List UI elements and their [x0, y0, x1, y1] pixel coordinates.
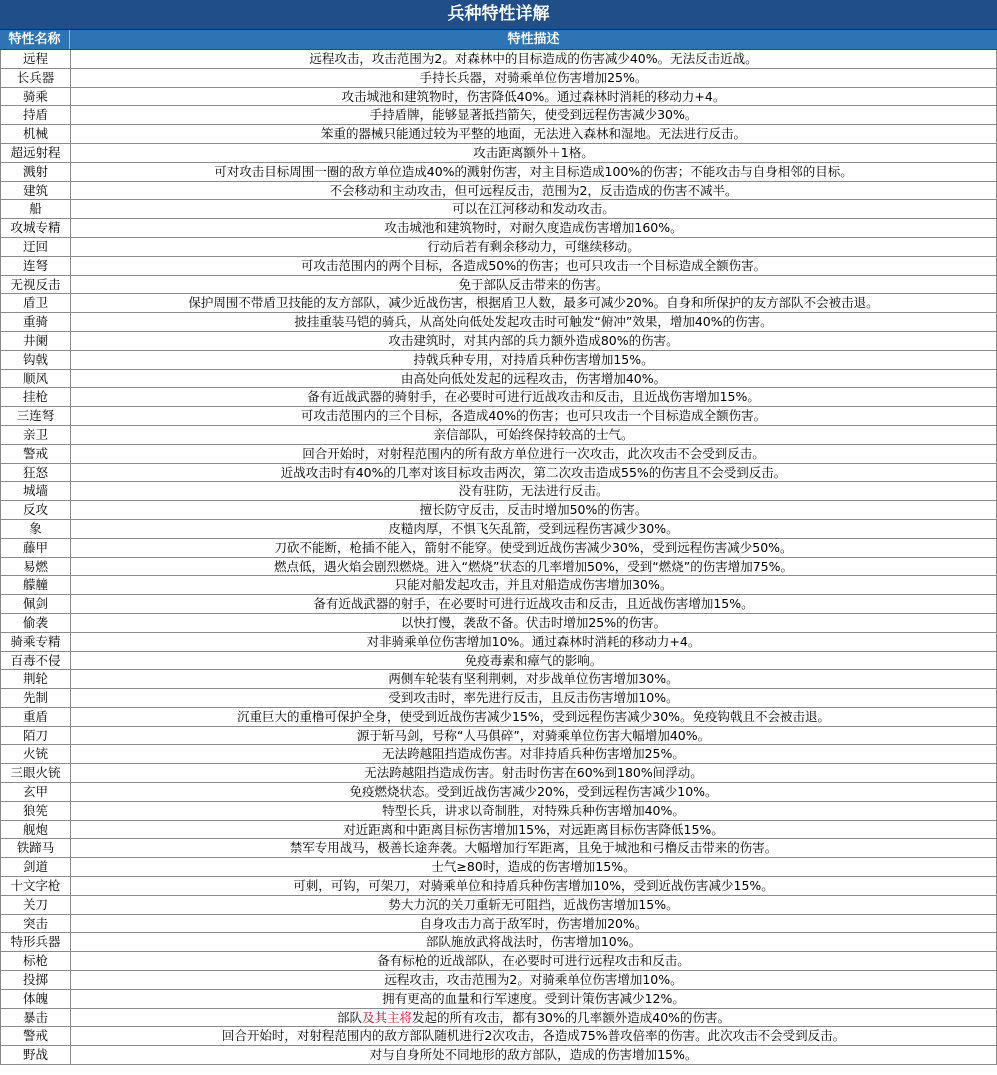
- trait-description-cell: 保护周围不带盾卫技能的友方部队，减少近战伤害，根据盾卫人数，最多可减少20%。自身和所保护的友方部队不会被击退。: [71, 294, 997, 312]
- table-row: [1, 106, 997, 125]
- trait-name-cell: 陌刀: [1, 727, 71, 745]
- table-row: [1, 614, 997, 633]
- trait-description-cell: 无法跨越阻挡造成伤害。对非持盾兵种伤害增加25%。: [71, 745, 997, 763]
- trait-name-cell: 三眼火铳: [1, 764, 71, 782]
- trait-name-cell: 艨艟: [1, 576, 71, 594]
- trait-name-cell: 挂枪: [1, 388, 71, 406]
- trait-name-cell: 攻城专精: [1, 219, 71, 237]
- trait-name-cell: 剑道: [1, 858, 71, 876]
- trait-description-cell: 沉重巨大的重橹可保护全身，使受到近战伤害减少15%，受到远程伤害减少30%。免疫钩戟且不会被击退。: [71, 708, 997, 726]
- trait-name-cell: 荆轮: [1, 670, 71, 688]
- table-row: [1, 708, 997, 727]
- trait-description-cell: 披挂重装马铠的骑兵，从高处向低处发起攻击时可触发“俯冲”效果，增加40%的伤害。: [71, 313, 997, 331]
- trait-description-cell: 擅长防守反击，反击时增加50%的伤害。: [71, 501, 997, 519]
- trait-description-cell: 攻击城池和建筑物时，对耐久度造成伤害增加160%。: [71, 219, 997, 237]
- trait-name-cell: 钩戟: [1, 351, 71, 369]
- trait-description-cell: 手持长兵器，对骑乘单位伤害增加25%。: [71, 69, 997, 87]
- trait-description-cell: 远程攻击，攻击范围为2。对森林中的目标造成的伤害减少40%。无法反击近战。: [71, 50, 997, 68]
- trait-description-cell: 远程攻击，攻击范围为2。对骑乘单位伤害增加10%。: [71, 971, 997, 989]
- trait-description-cell: 备有近战武器的射手，在必要时可进行近战攻击和反击，且近战伤害增加15%。: [71, 595, 997, 613]
- trait-name-cell: 三连弩: [1, 407, 71, 425]
- trait-description-cell: 可以在江河移动和发动攻击。: [71, 200, 997, 218]
- trait-name-cell: 狂怒: [1, 464, 71, 482]
- trait-name-cell: 迂回: [1, 238, 71, 256]
- trait-name-cell: 超远射程: [1, 144, 71, 162]
- table-row: [1, 388, 997, 407]
- trait-name-cell: 顺风: [1, 370, 71, 388]
- trait-description-cell: 对近距离和中距离目标伤害增加15%，对远距离目标伤害降低15%。: [71, 821, 997, 839]
- table-row: [1, 858, 997, 877]
- table-row: [1, 745, 997, 764]
- header-trait-description: 特性描述: [507, 32, 560, 47]
- trait-description-cell: 可对攻击目标周围一圈的敌方单位造成40%的溅射伤害，对主目标造成100%的伤害；不能攻击与自身相邻的目标。: [71, 163, 997, 181]
- trait-description-cell: 可刺，可钩，可架刀，对骑乘单位和持盾兵种伤害增加10%，受到近战伤害减少15%。: [71, 877, 997, 895]
- table-row: [1, 595, 997, 614]
- trait-name-cell: 城墙: [1, 482, 71, 500]
- trait-description-cell: 攻击距离额外＋1格。: [71, 144, 997, 162]
- table-row: [1, 670, 997, 689]
- table-row: [1, 802, 997, 821]
- table-row: [1, 125, 997, 144]
- trait-description-cell: 势大力沉的关刀重斩无可阻挡，近战伤害增加15%。: [71, 896, 997, 914]
- table-row: [1, 163, 997, 182]
- trait-name-cell: 十文字枪: [1, 877, 71, 895]
- table-row: [1, 652, 997, 671]
- table-row: [1, 182, 997, 201]
- trait-name-cell: 骑乘: [1, 88, 71, 106]
- trait-name-cell: 警戒: [1, 1027, 71, 1045]
- trait-name-cell: 关刀: [1, 896, 71, 914]
- table-row: [1, 426, 997, 445]
- trait-name-cell: 船: [1, 200, 71, 218]
- table-header-row: [0, 30, 997, 50]
- trait-name-cell: 骑乘专精: [1, 633, 71, 651]
- table-title: 兵种特性详解: [0, 0, 997, 30]
- trait-description-cell: 攻击建筑时，对其内部的兵力额外造成80%的伤害。: [71, 332, 997, 350]
- trait-description-cell: 以快打慢，袭敌不备。伏击时增加25%的伤害。: [71, 614, 997, 632]
- table-row: [1, 501, 997, 520]
- trait-name-cell: 特形兵器: [1, 933, 71, 951]
- trait-name-cell: 井阑: [1, 332, 71, 350]
- table-row: [1, 69, 997, 88]
- trait-description-cell: [71, 1009, 997, 1027]
- trait-name-cell: 盾卫: [1, 294, 71, 312]
- trait-description-cell: 禁军专用战马，极善长途奔袭。大幅增加行军距离，且免于城池和弓橹反击带来的伤害。: [71, 839, 997, 857]
- table-row: [1, 407, 997, 426]
- trait-name-cell: 铁蹄马: [1, 839, 71, 857]
- trait-name-cell: 亲卫: [1, 426, 71, 444]
- table-row: [1, 294, 997, 313]
- trait-description-cell: 自身攻击力高于敌军时，伤害增加20%。: [71, 915, 997, 933]
- trait-name-cell: 象: [1, 520, 71, 538]
- trait-name-cell: 偷袭: [1, 614, 71, 632]
- trait-name-cell: 佩剑: [1, 595, 71, 613]
- trait-name-cell: 建筑: [1, 182, 71, 200]
- trait-description-cell: 亲信部队，可始终保持较高的士气。: [71, 426, 997, 444]
- trait-description-cell: 备有标枪的近战部队，在必要时可进行远程攻击和反击。: [71, 952, 997, 970]
- table-row: [1, 88, 997, 107]
- table-body: [0, 50, 997, 1065]
- trait-description-cell: 刀砍不能断，枪插不能入，箭射不能穿。使受到近战伤害减少30%，受到远程伤害减少50%。: [71, 539, 997, 557]
- trait-description-cell: 可攻击范围内的三个目标，各造成40%的伤害；也可只攻击一个目标造成全额伤害。: [71, 407, 997, 425]
- trait-description-cell: 持戟兵种专用，对持盾兵种伤害增加15%。: [71, 351, 997, 369]
- table-row: [1, 1027, 997, 1046]
- trait-description-cell: 攻击城池和建筑物时，伤害降低40%。通过森林时消耗的移动力+4。: [71, 88, 997, 106]
- trait-description-cell: 回合开始时，对射程范围内的敌方部队随机进行2次攻击，各造成75%普攻倍率的伤害。此次攻击不会受到反击。: [71, 1027, 997, 1045]
- table-row: [1, 50, 997, 69]
- trait-name-cell: 机械: [1, 125, 71, 143]
- trait-name-cell: 百毒不侵: [1, 652, 71, 670]
- trait-description-cell: 由高处向低处发起的远程攻击，伤害增加40%。: [71, 370, 997, 388]
- table-row: [1, 332, 997, 351]
- trait-description-cell: 笨重的器械只能通过较为平整的地面，无法进入森林和湿地。无法进行反击。: [71, 125, 997, 143]
- trait-description-cell: 回合开始时，对射程范围内的所有敌方单位进行一次攻击，此次攻击不会受到反击。: [71, 445, 997, 463]
- trait-description-cell: 受到攻击时，率先进行反击，且反击伤害增加10%。: [71, 689, 997, 707]
- trait-name-cell: 火铳: [1, 745, 71, 763]
- table-row: [1, 727, 997, 746]
- trait-description-cell: 不会移动和主动攻击，但可远程反击，范围为2，反击造成的伤害不减半。: [71, 182, 997, 200]
- table-row: [1, 933, 997, 952]
- table-row: [1, 558, 997, 577]
- trait-description-cell: 部队施放武将战法时，伤害增加10%。: [71, 933, 997, 951]
- trait-description-cell: 备有近战武器的骑射手，在必要时可进行近战攻击和反击，且近战伤害增加15%。: [71, 388, 997, 406]
- table-row: [1, 539, 997, 558]
- table-row: [1, 520, 997, 539]
- trait-description-cell: 无法跨越阻挡造成伤害。射击时伤害在60%到180%间浮动。: [71, 764, 997, 782]
- table-row: [1, 482, 997, 501]
- trait-name-cell: 野战: [1, 1046, 71, 1064]
- table-row: [1, 896, 997, 915]
- trait-name-cell: 舰炮: [1, 821, 71, 839]
- highlighted-text: 及其主将: [361, 1009, 412, 1025]
- trait-name-cell: 无视反击: [1, 276, 71, 294]
- table-row: [1, 238, 997, 257]
- trait-name-cell: 狼筅: [1, 802, 71, 820]
- table-row: [1, 313, 997, 332]
- header-trait-name: 特性名称: [0, 30, 70, 49]
- trait-name-cell: 反攻: [1, 501, 71, 519]
- trait-description-cell: 特型长兵，讲求以奇制胜，对特殊兵种伤害增加40%。: [71, 802, 997, 820]
- table-row: [1, 990, 997, 1009]
- description-text: 部队: [336, 1009, 362, 1025]
- table-row: [1, 783, 997, 802]
- trait-description-cell: 皮糙肉厚，不惧飞矢乱箭，受到远程伤害减少30%。: [71, 520, 997, 538]
- table-row: [1, 464, 997, 483]
- trait-description-cell: 燃点低，遇火焰会剧烈燃烧。进入“燃烧”状态的几率增加50%，受到“燃烧”的伤害增加75%。: [71, 558, 997, 576]
- table-row: [1, 1009, 997, 1028]
- table-row: [1, 351, 997, 370]
- table-row: [1, 200, 997, 219]
- trait-description-cell: 两侧车轮装有坚利荆刺，对步战单位伤害增加30%。: [71, 670, 997, 688]
- trait-description-cell: 免疫毒素和瘴气的影响。: [71, 652, 997, 670]
- trait-description-cell: 只能对船发起攻击，并且对船造成伤害增加30%。: [71, 576, 997, 594]
- trait-description-cell: 源于斩马剑，号称“人马俱碎”，对骑乘单位伤害大幅增加40%。: [71, 727, 997, 745]
- trait-description-cell: 免疫燃烧状态。受到近战伤害减少20%，受到远程伤害减少10%。: [71, 783, 997, 801]
- table-row: [1, 821, 997, 840]
- trait-name-cell: 体魄: [1, 990, 71, 1008]
- trait-name-cell: 玄甲: [1, 783, 71, 801]
- table-row: [1, 445, 997, 464]
- table-row: [1, 839, 997, 858]
- trait-description-cell: 免于部队反击带来的伤害。: [71, 276, 997, 294]
- table-row: [1, 689, 997, 708]
- table-row: [1, 952, 997, 971]
- table-row: [1, 877, 997, 896]
- trait-description-cell: 可攻击范围内的两个目标，各造成50%的伤害；也可只攻击一个目标造成全额伤害。: [71, 257, 997, 275]
- trait-name-cell: 突击: [1, 915, 71, 933]
- table-row: [1, 633, 997, 652]
- trait-description-cell: 行动后若有剩余移动力，可继续移动。: [71, 238, 997, 256]
- trait-description-cell: 对非骑乘单位伤害增加10%。通过森林时消耗的移动力+4。: [71, 633, 997, 651]
- table-row: [1, 971, 997, 990]
- table-row: [1, 144, 997, 163]
- trait-name-cell: 投掷: [1, 971, 71, 989]
- trait-name-cell: 暴击: [1, 1009, 71, 1027]
- trait-name-cell: 先制: [1, 689, 71, 707]
- trait-description-cell: 近战攻击时有40%的几率对该目标攻击两次，第二次攻击造成55%的伤害且不会受到反击。: [71, 464, 997, 482]
- table-row: [1, 764, 997, 783]
- trait-name-cell: 易燃: [1, 558, 71, 576]
- trait-name-cell: 长兵器: [1, 69, 71, 87]
- table-row: [1, 257, 997, 276]
- trait-name-cell: 标枪: [1, 952, 71, 970]
- table-row: [1, 219, 997, 238]
- trait-name-cell: 重骑: [1, 313, 71, 331]
- trait-description-cell: 对与自身所处不同地形的敌方部队，造成的伤害增加15%。: [71, 1046, 997, 1064]
- trait-name-cell: 警戒: [1, 445, 71, 463]
- table-row: [1, 370, 997, 389]
- table-row: [1, 915, 997, 934]
- table-row: [1, 276, 997, 295]
- trait-description-cell: 士气≥80时，造成的伤害增加15%。: [71, 858, 997, 876]
- trait-name-cell: 溅射: [1, 163, 71, 181]
- trait-description-cell: 没有驻防，无法进行反击。: [71, 482, 997, 500]
- table-row: [1, 576, 997, 595]
- table-row: [1, 1046, 997, 1065]
- trait-name-cell: 藤甲: [1, 539, 71, 557]
- trait-name-cell: 连弩: [1, 257, 71, 275]
- trait-name-cell: 重盾: [1, 708, 71, 726]
- trait-name-cell: 远程: [1, 50, 71, 68]
- trait-description-cell: 拥有更高的血量和行军速度。受到计策伤害减少12%。: [71, 990, 997, 1008]
- trait-description-cell: 手持盾牌，能够显著抵挡箭矢，使受到远程伤害减少30%。: [71, 106, 997, 124]
- description-text: 发起的所有攻击，都有30%的几率额外造成40%的伤害。: [411, 1009, 731, 1025]
- trait-name-cell: 持盾: [1, 106, 71, 124]
